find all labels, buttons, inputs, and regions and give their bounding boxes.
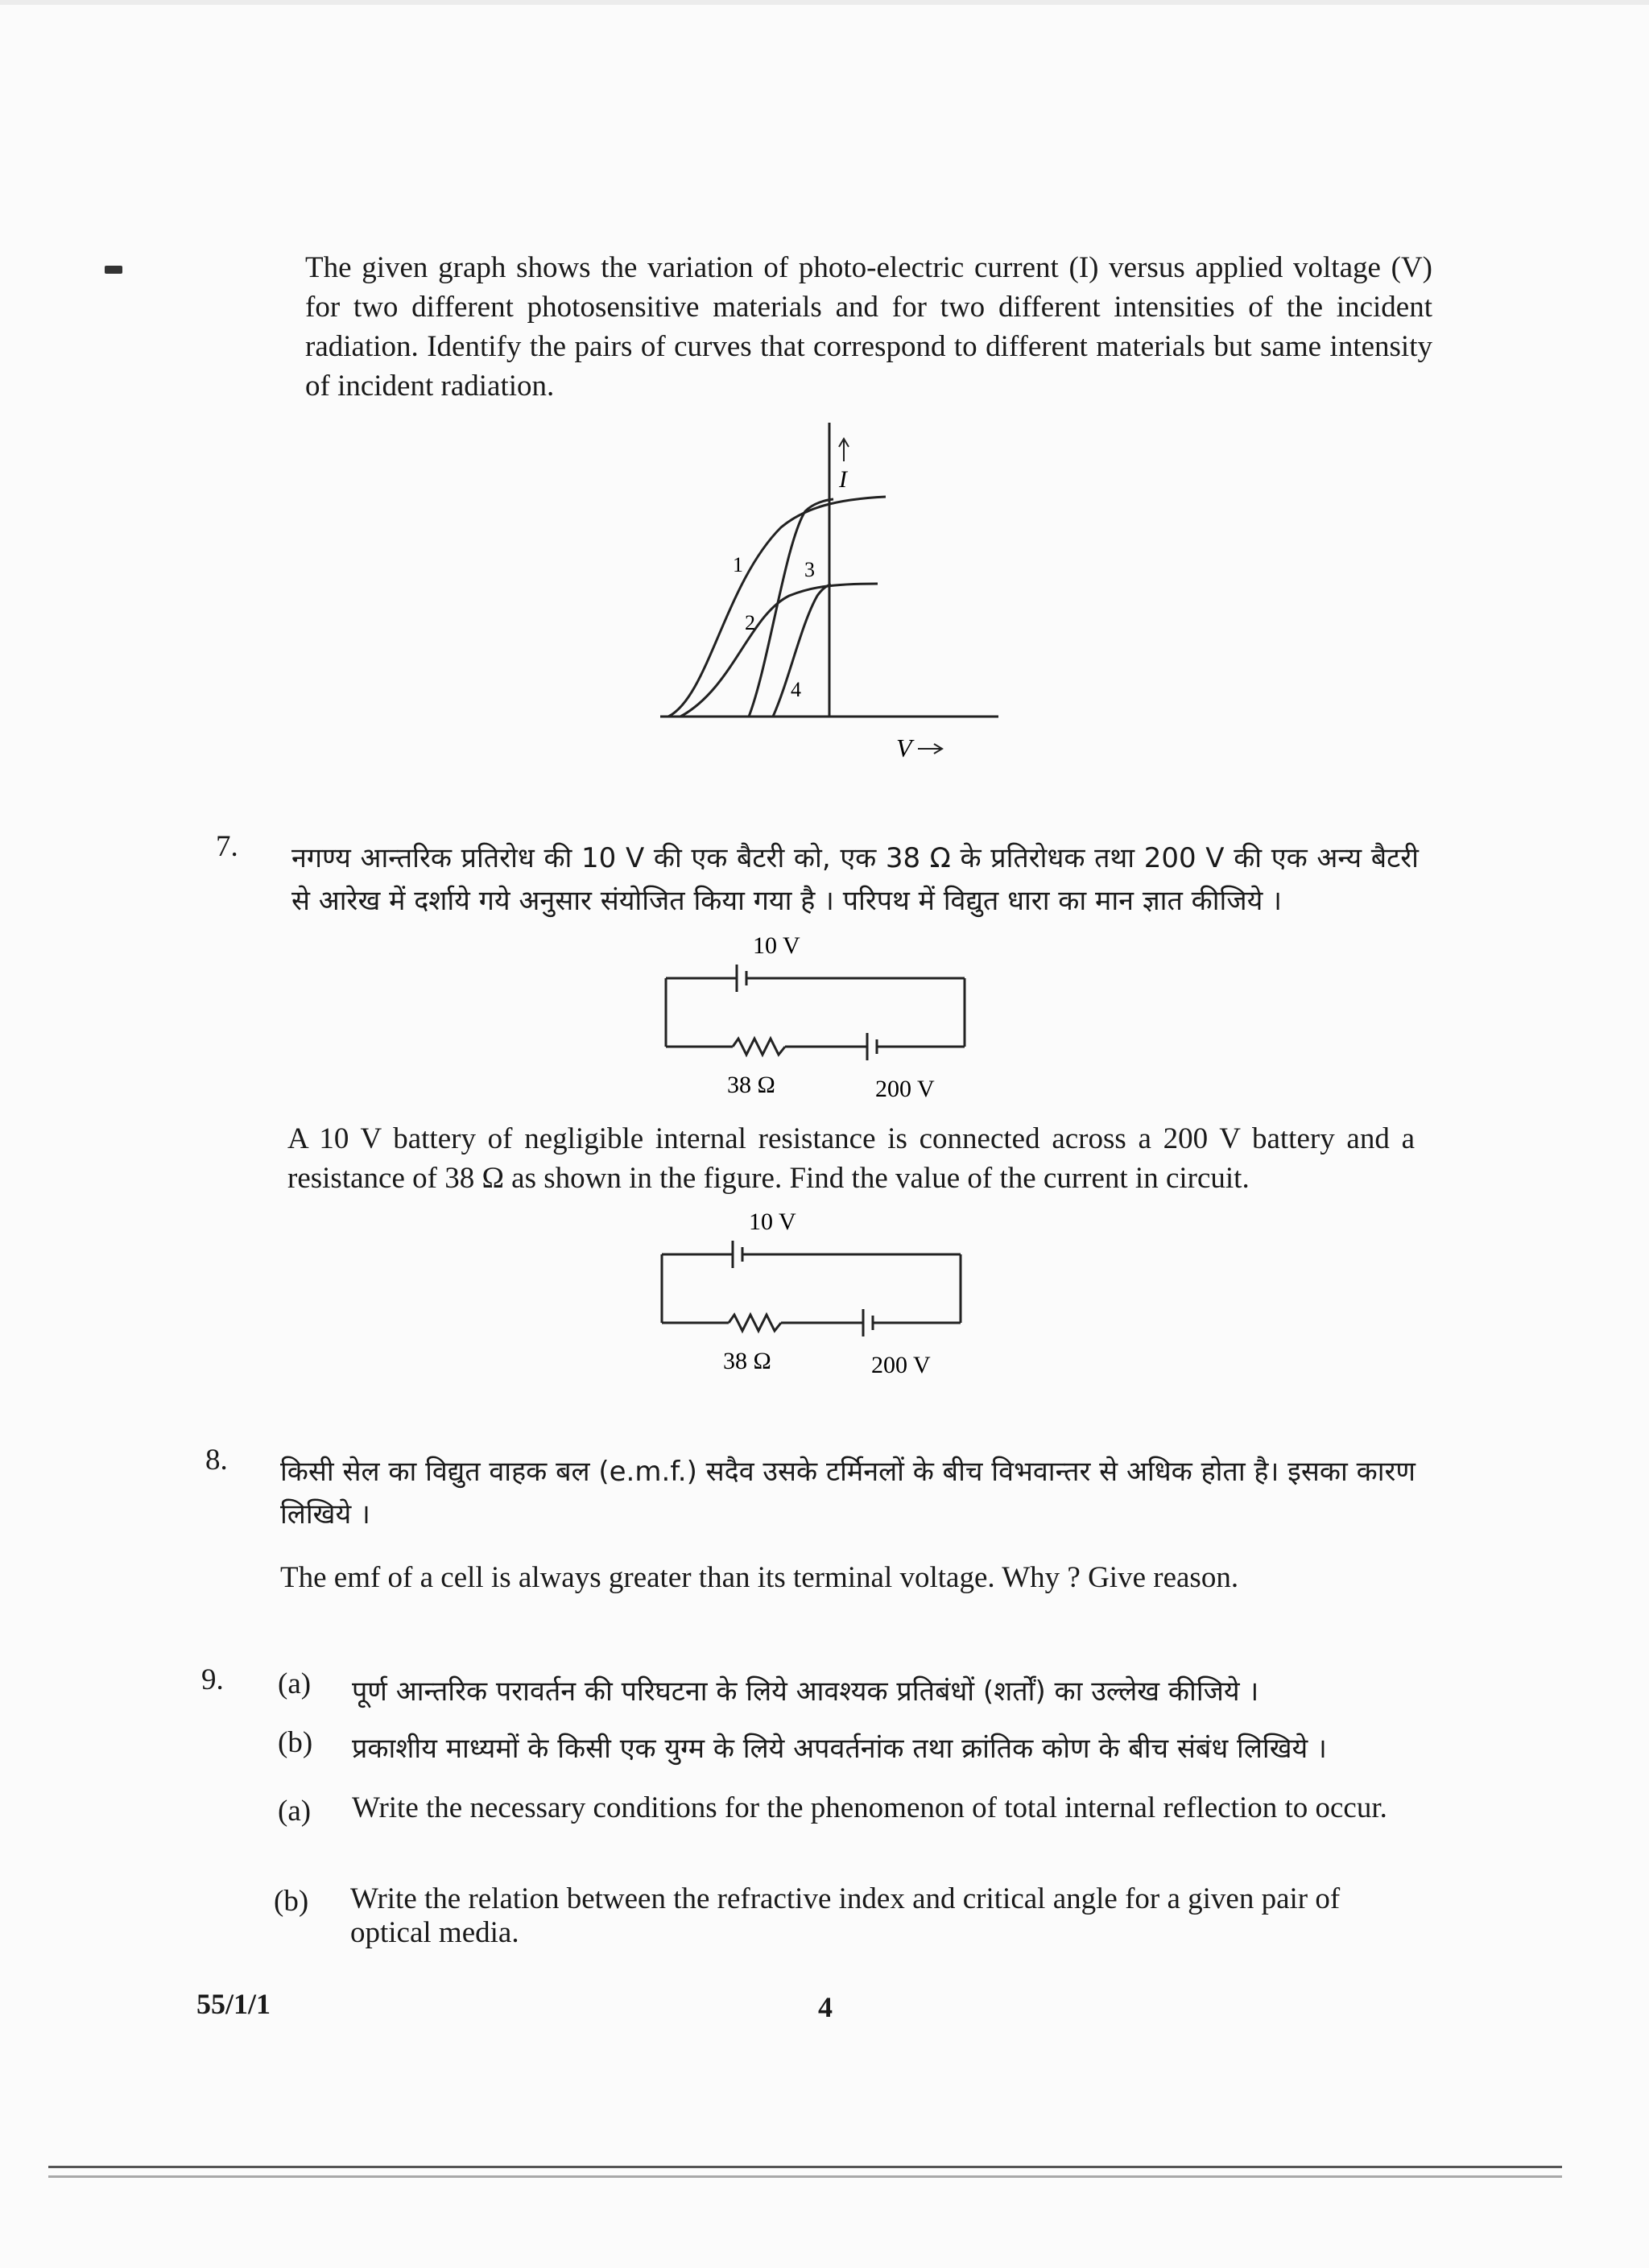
circuit-battery-top-label: 10 V (749, 1208, 796, 1235)
q9-part-a-english-label: (a) (278, 1795, 312, 1828)
v-axis-label: V (896, 733, 912, 762)
q8-english: The emf of a cell is always greater than its terminal voltage. Why ? Give reason. (280, 1561, 1239, 1594)
circuit-diagram-english (652, 1202, 990, 1379)
resistor-symbol (733, 1039, 785, 1055)
curve-3-label: 3 (804, 558, 815, 581)
page-number: 4 (818, 1991, 833, 2023)
scan-mark (105, 266, 122, 274)
curve-1-label: 1 (733, 553, 743, 576)
paper-code: 55/1/1 (196, 1988, 271, 2020)
q9-part-a-hindi-label: (a) (278, 1667, 312, 1700)
q9-part-a-english: Write the necessary conditions for the phenomenon of total internal reflection to occur. (352, 1791, 1387, 1824)
curve-2-label: 2 (745, 611, 755, 634)
q7-hindi: नगण्य आन्तरिक प्रतिरोध की 10 V की एक बैटरी को, एक 38 Ω के प्रतिरोधक तथा 200 V की एक अन्य बैटरी से आरेख में दर्शाये गये अनुसार संयोजित किया गया है । परिपथ में विद्युत धारा का मान ज्ञात कीजिये । (291, 842, 1419, 917)
q9-number: 9. (201, 1663, 224, 1696)
curve-2 (680, 584, 878, 717)
circuit-battery-bottom-label: 200 V (871, 1352, 931, 1378)
q9-part-a-hindi: पूर्ण आन्तरिक परावर्तन की परिघटना के लिये आवश्यक प्रतिबंधों (शर्तों) का उल्लेख कीजिये । (352, 1675, 1259, 1708)
q7-number: 7. (216, 830, 238, 863)
circuit-resistor-label: 38 Ω (727, 1072, 775, 1098)
curve-4-label: 4 (791, 678, 801, 701)
q9-part-b-hindi: प्रकाशीय माध्यमों के किसी एक युग्म के लिये अपवर्तनांक तथा क्रांतिक कोण के बीच संबंध लिखिये । (352, 1733, 1327, 1765)
q9-part-b-english-label: (b) (274, 1885, 309, 1918)
circuit-diagram-hindi (656, 926, 994, 1103)
circuit-battery-top-label: 10 V (753, 932, 800, 959)
page-bottom-edge (48, 2166, 1562, 2168)
q9-part-b-english: Write the relation between the refractive index and critical angle for a given pair of optical media. (350, 1882, 1341, 1949)
page-top-edge (0, 0, 1649, 5)
photoelectric-graph (636, 423, 1015, 769)
q9-part-b-hindi-label: (b) (278, 1726, 313, 1759)
i-axis-label: I (839, 466, 847, 493)
q8-hindi: किसी सेल का विद्युत वाहक बल (e.m.f.) सदैव उसके टर्मिनलों के बीच विभवान्तर से अधिक होता है। इसका कारण लिखिये । (280, 1456, 1415, 1531)
q7-english: A 10 V battery of negligible internal resistance is connected across a 200 V battery and a resistance of 38 Ω as shown in the figure. Find the value of the current in circuit. (287, 1122, 1415, 1195)
resistor-symbol (729, 1315, 781, 1331)
circuit-battery-bottom-label: 200 V (875, 1076, 935, 1102)
q8-number: 8. (205, 1444, 228, 1477)
curve-4 (773, 585, 831, 717)
circuit-resistor-label: 38 Ω (723, 1348, 771, 1374)
q6-text: The given graph shows the variation of photo-electric current (I) versus applied voltage (V) for two different photosensitive materials and for two different intensities of the incident radiation. Identify the pairs of curves that correspond to different materials but same intensity of incident radiation. (305, 251, 1432, 403)
page-bottom-edge-2 (48, 2175, 1562, 2178)
